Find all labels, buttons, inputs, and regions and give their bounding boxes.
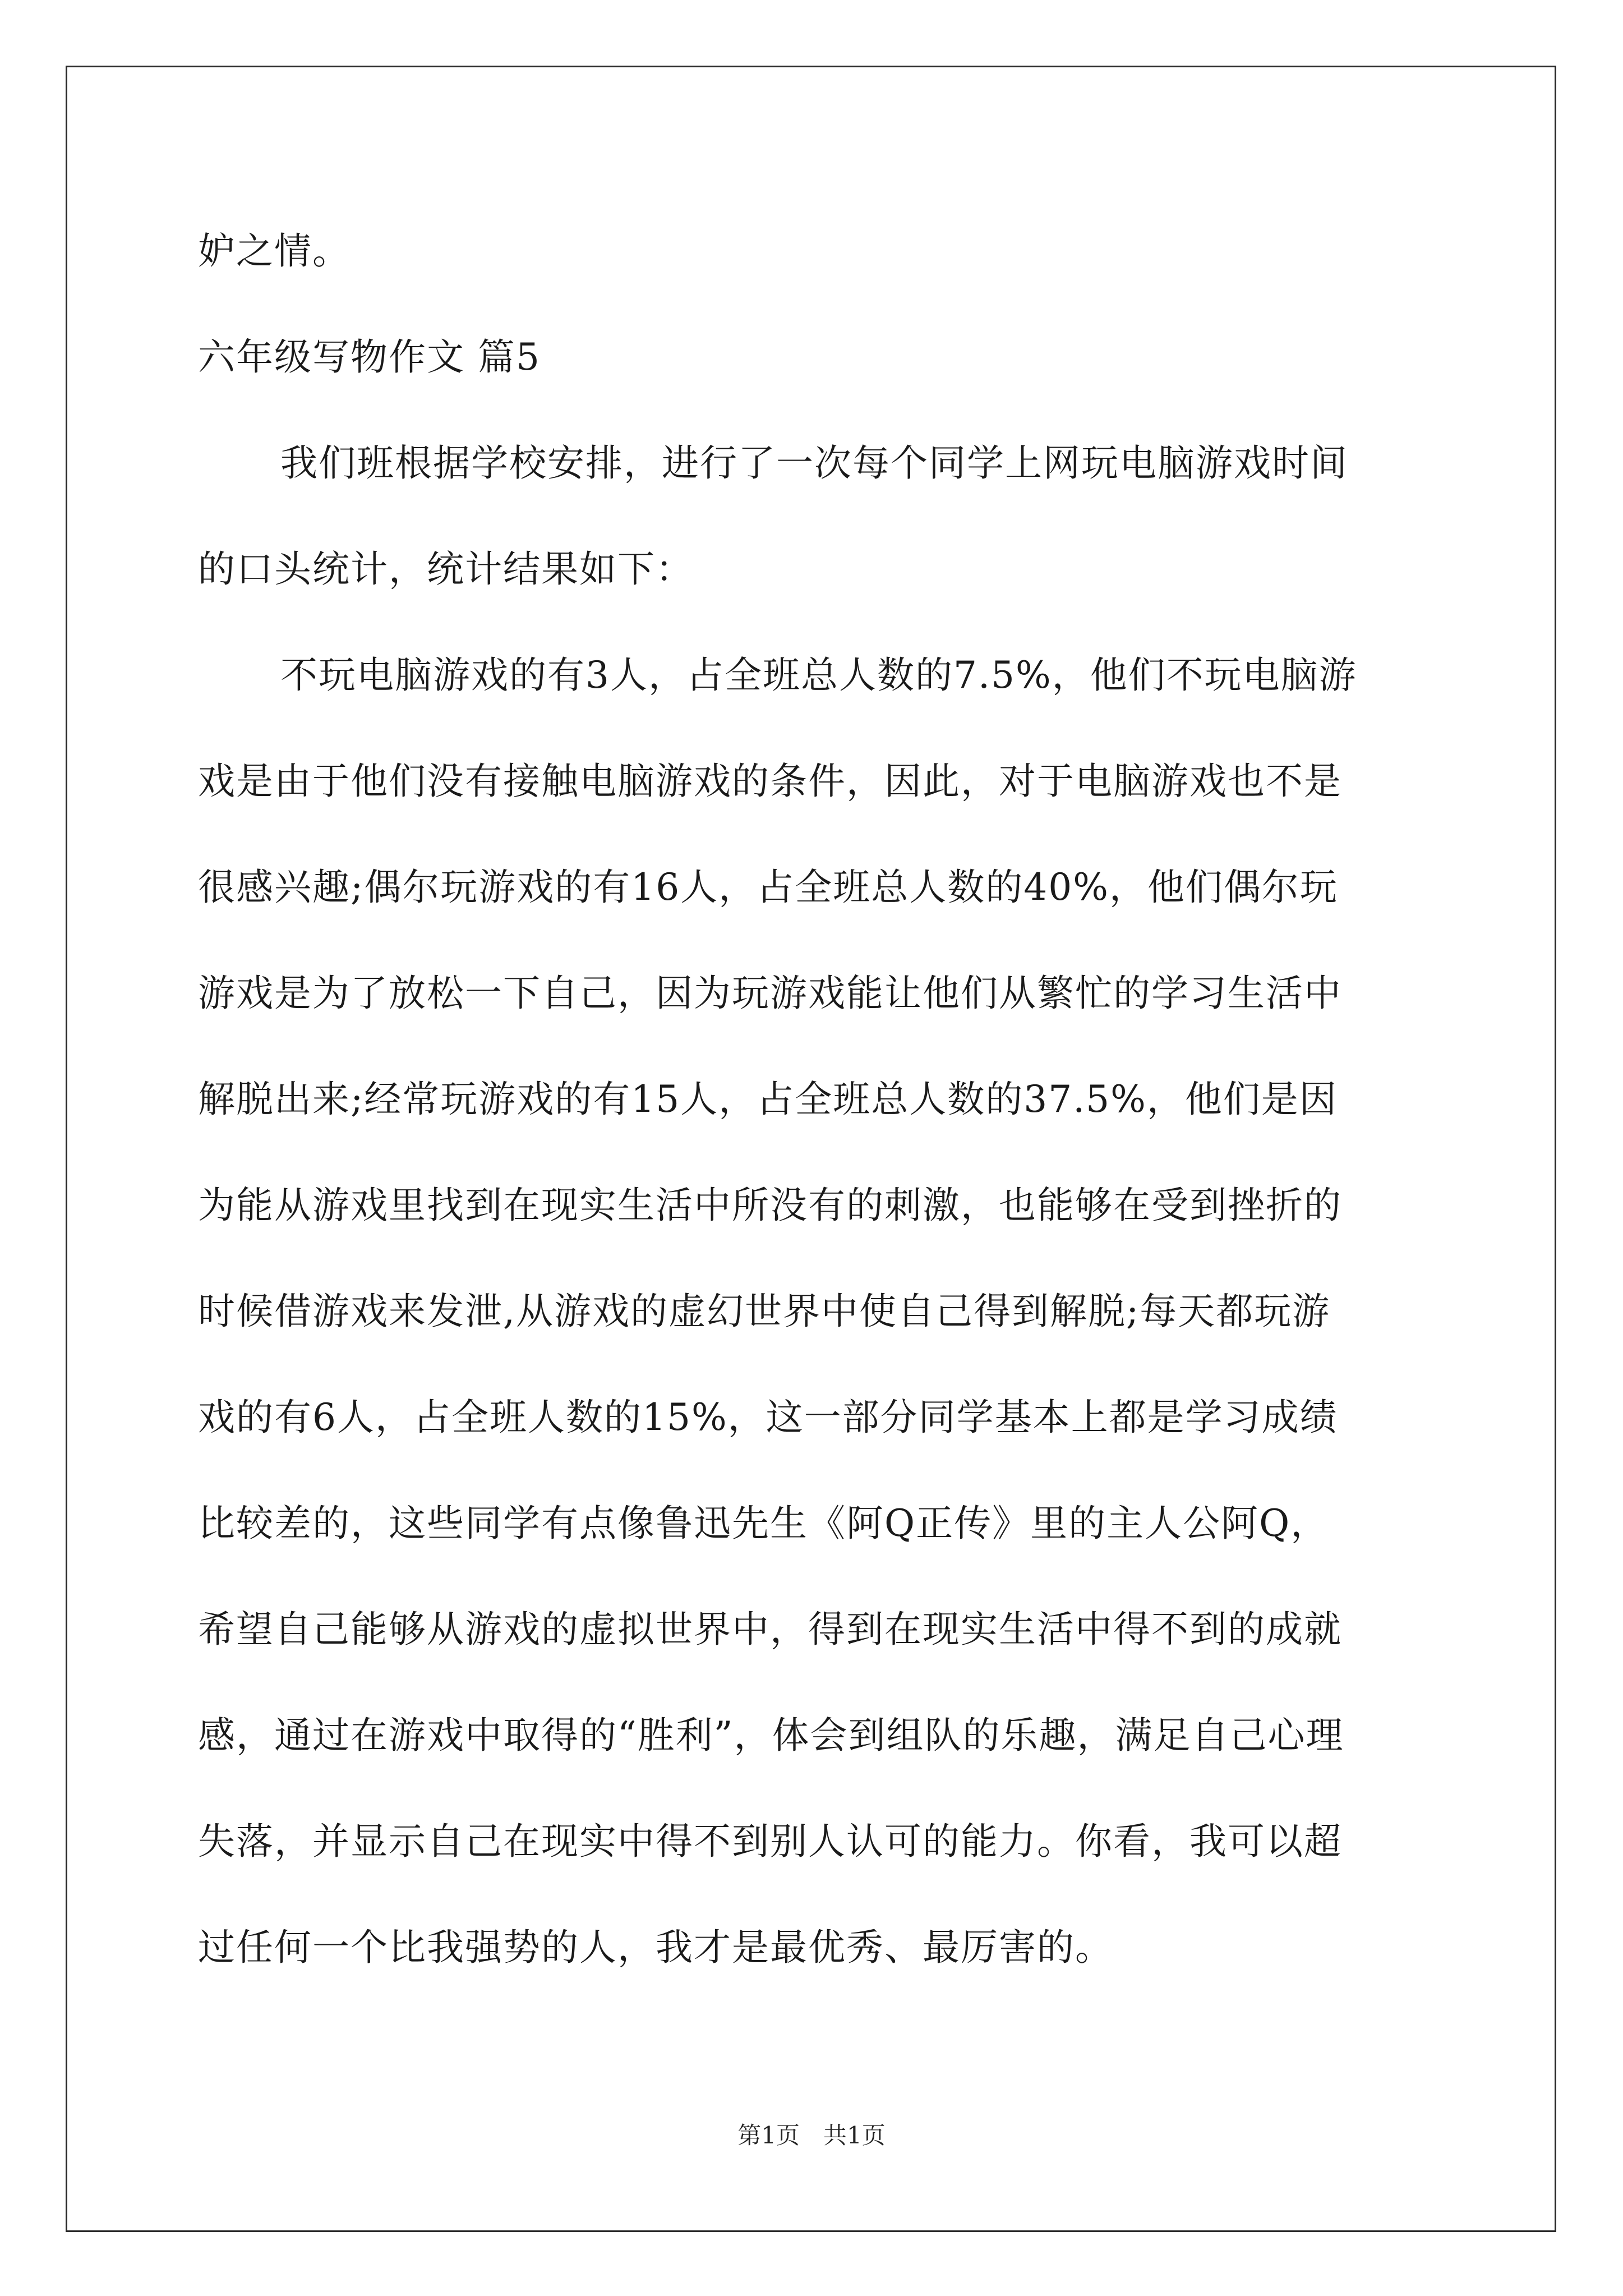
text-line-5: 不玩电脑游戏的有3人，占全班总人数的7.5%，他们不玩电脑游: [280, 654, 1357, 697]
text-line-17: 过任何一个比我强势的人，我才是最优秀、最厉害的。: [198, 1926, 1113, 1969]
text-line-16: 失落，并显示自己在现实中得不到别人认可的能力。你看，我可以超: [198, 1820, 1342, 1863]
text-line-9: 解脱出来;经常玩游戏的有15人，占全班总人数的37.5%，他们是因: [198, 1078, 1338, 1121]
text-line-10: 为能从游戏里找到在现实生活中所没有的刺激，也能够在受到挫折的: [198, 1184, 1342, 1227]
text-line-7: 很感兴趣;偶尔玩游戏的有16人，占全班总人数的40%，他们偶尔玩: [198, 866, 1338, 909]
text-line-15: 感，通过在游戏中取得的“胜利”，体会到组队的乐趣，满足自己心理: [198, 1714, 1344, 1757]
section-heading: 六年级写物作文 篇5: [198, 335, 541, 379]
text-line-13: 比较差的，这些同学有点像鲁迅先生《阿Q正传》里的主人公阿Q，: [198, 1502, 1329, 1545]
text-line-14: 希望自己能够从游戏的虚拟世界中，得到在现实生活中得不到的成就: [198, 1608, 1342, 1651]
text-line-4: 的口头统计，统计结果如下：: [198, 547, 694, 591]
text-line-1: 妒之情。: [198, 229, 351, 273]
page-number-footer: 第1页 共1页: [737, 2122, 886, 2149]
text-line-12: 戏的有6人，占全班人数的15%，这一部分同学基本上都是学习成绩: [198, 1396, 1338, 1439]
text-line-8: 游戏是为了放松一下自己，因为玩游戏能让他们从繁忙的学习生活中: [198, 972, 1342, 1015]
page-border: [66, 66, 1556, 2232]
text-line-6: 戏是由于他们没有接触电脑游戏的条件，因此，对于电脑游戏也不是: [198, 760, 1342, 803]
text-line-11: 时候借游戏来发泄,从游戏的虚幻世界中使自己得到解脱;每天都玩游: [198, 1290, 1331, 1333]
text-line-3: 我们班根据学校安排，进行了一次每个同学上网玩电脑游戏时间: [280, 441, 1348, 485]
